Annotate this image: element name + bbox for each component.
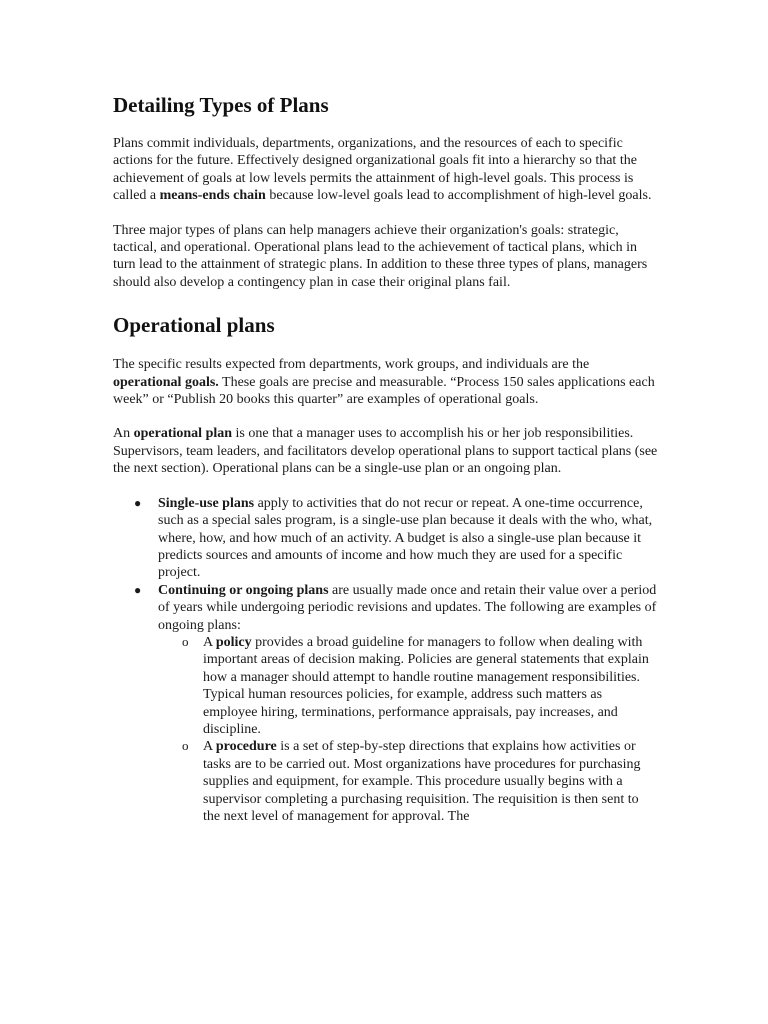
operational-paragraph-1 xyxy=(113,356,658,408)
section-heading-operational-plans: Operational plans xyxy=(113,313,275,338)
policy-text-a: A xyxy=(203,634,216,650)
intro-p1-text-a: Plans commit individuals, departments, organizations, and the resources of each to specific actions for the future. Effectively designed organizational goals fit into a hierarchy so that the achievement of goals at low levels permits the attainment of high-level goals. This process is called a xyxy=(113,136,637,204)
plan-types-list xyxy=(113,495,658,826)
procedure-text-a: A xyxy=(203,739,216,755)
procedure-text-b: is a set of step-by-step directions that explains how activities or tasks are to be carried out. Most organizations have procedures for purchasing supplies and equipment, for example. This procedure usually begins with a supervisor completing a purchasing requisition. The requisition is then sent to the next level of management for approval. The xyxy=(203,739,641,824)
term-procedure: procedure xyxy=(215,739,277,755)
single-use-plans-text: apply to activities that do not recur or repeat. A one-time occurrence, such as a special sales program, is a single-use plan because it deals with the who, what, where, how, and how much of an activity. A budget is also a single-use plan because it predicts sources and amounts of income and how much they are used for a specific project. xyxy=(158,495,653,581)
op-p1-text-a: The specific results expected from departments, work groups, and individuals are the xyxy=(113,357,590,373)
intro-paragraph-2: Three major types of plans can help managers achieve their organization's goals: strategic, tactical, and operational. Operational plans lead to the achievement of tactical plans, which in turn lead to the attainment of strategic plans. In addition to these three types of plans, managers should also develop a contingency plan in case their original plans fail. xyxy=(113,222,648,290)
page-title: Detailing Types of Plans xyxy=(113,93,329,117)
bullet-dot-icon: ● xyxy=(134,495,142,510)
list-item-continuing-plans xyxy=(134,582,658,826)
continuing-plans-text: are usually made once and retain their value over a period of years while undergoing periodic revisions and updates. The following are examples of ongoing plans: xyxy=(158,582,657,633)
term-means-ends-chain: means-ends chain xyxy=(159,188,266,204)
intro-p1-text-b: because low-level goals lead to accomplishment of high-level goals. xyxy=(265,188,652,204)
ongoing-plans-sublist xyxy=(158,634,658,825)
bullet-dot-icon: ● xyxy=(134,582,142,597)
operational-paragraph-2 xyxy=(113,425,658,477)
op-p2-text-b: is one that a manager uses to accomplish his or her job responsibilities. Supervisors, team leaders, and facilitators develop operational plans to support tactical plans (see the next section). Operational plans can be a single-use plan or an ongoing plan. xyxy=(113,426,658,477)
sublist-item-procedure xyxy=(182,738,658,825)
list-item-single-use-plans xyxy=(134,495,658,582)
term-operational-goals: operational goals. xyxy=(113,374,219,390)
policy-text-b: provides a broad guideline for managers to follow when dealing with important areas of decision making. Policies are general statements that explain how a manager should attempt to handle routine management responsibilities. Typical human resources policies, for example, address such matters as employee hiring, terminations, performance appraisals, pay increases, and discipline. xyxy=(203,634,649,737)
term-policy: policy xyxy=(215,634,252,650)
sublist-item-policy xyxy=(182,633,658,738)
intro-paragraph-1 xyxy=(113,135,658,205)
op-p2-text-a: An xyxy=(113,426,134,442)
bullet-circle-icon: o xyxy=(182,633,189,649)
term-operational-plan: operational plan xyxy=(133,426,233,442)
term-continuing-plans: Continuing or ongoing plans xyxy=(158,582,329,598)
op-p1-text-b: These goals are precise and measurable. “Process 150 sales applications each week” or “Publish 20 books this quarter” are examples of operational goals. xyxy=(113,374,655,408)
bullet-circle-icon: o xyxy=(182,738,189,754)
term-single-use-plans: Single-use plans xyxy=(158,495,255,511)
